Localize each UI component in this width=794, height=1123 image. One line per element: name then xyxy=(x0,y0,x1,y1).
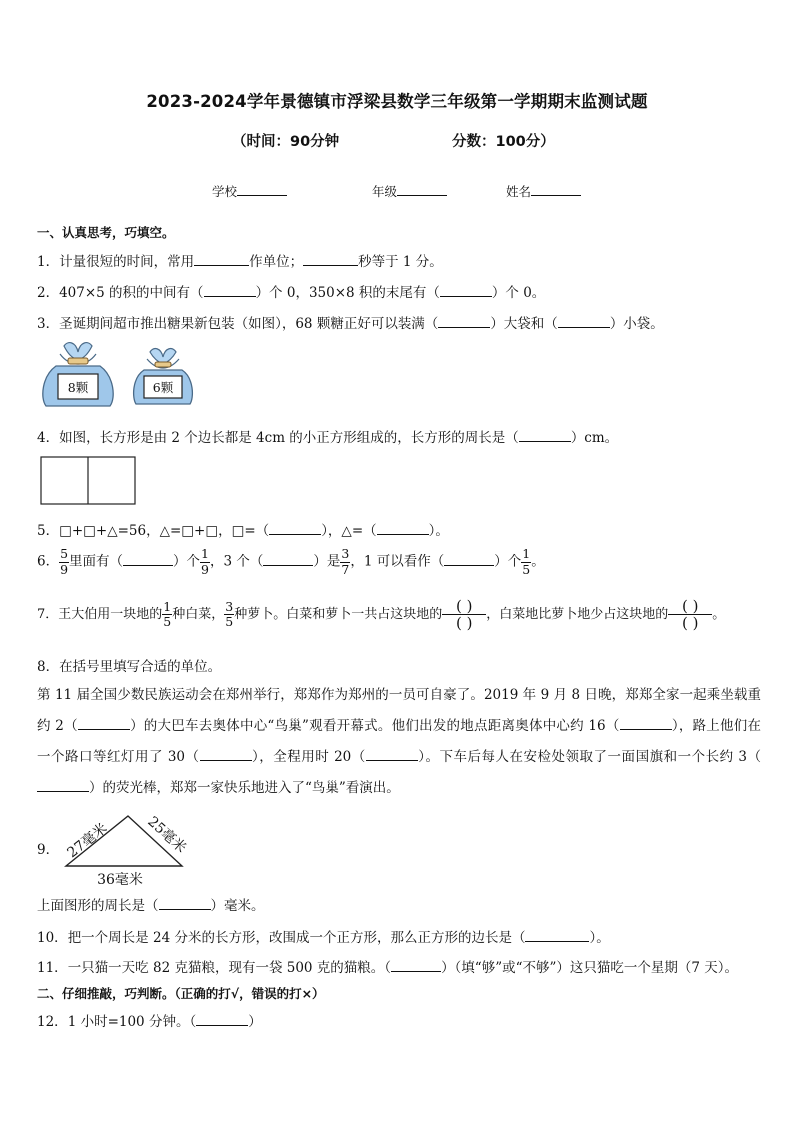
time-label: （时间：90分钟 xyxy=(232,134,340,150)
school-field[interactable] xyxy=(212,182,287,200)
q2-blank-2[interactable] xyxy=(440,283,492,297)
question-8-paragraph: 第 11 届全国少数民族运动会在郑州举行，郑郑作为郑州的一员可自豪了。2019 年 9 月 8 日晚，郑郑全家一起乘坐载重约 2（ ）的大巴车去奥体中心“鸟巢”观看开幕式。他们出发的地点距离奥体中心约 16（ ），路上他们在一个路口等红灯用了 30（ ），全程用时 20（ ）。下车后每人在安检处领取了一面国旗和一个长约 3（）的荧光棒，郑郑一家快乐地进入了“鸟巢”看演出。 xyxy=(37,687,761,796)
q12-blank[interactable] xyxy=(196,1012,248,1026)
q5-blank-2[interactable] xyxy=(377,521,429,535)
name-blank[interactable] xyxy=(531,183,581,196)
q6-fraction-4: $\frac{1}{5}$ xyxy=(522,546,531,577)
question-11: 11．一只猫一天吃 82 克猫粮，现有一袋 500 克的猫粮。（ ）（填“够”或“不够”）这只猫吃一个星期（7 天）。 xyxy=(37,960,739,976)
school-label: 学校 xyxy=(212,184,238,199)
small-candy-bag-icon xyxy=(130,344,196,410)
school-blank[interactable] xyxy=(237,183,287,196)
q7-answer-fraction-1[interactable]: ( ) ( ) xyxy=(442,598,486,631)
q11-blank[interactable] xyxy=(391,958,441,972)
triangle-bottom-label: 36毫米 xyxy=(97,872,143,888)
triangle-figure xyxy=(56,808,192,888)
q10-blank[interactable] xyxy=(525,928,589,942)
q6-fraction-3: $\frac{3}{7}$ xyxy=(341,546,350,577)
triangle-right-label: 25毫米 xyxy=(144,813,190,857)
grade-field[interactable] xyxy=(372,182,447,200)
section-2-title: 二、仔细推敲，巧判断。（正确的打√，错误的打×） xyxy=(37,986,325,1001)
small-bag-label: 6颗 xyxy=(152,380,174,395)
q6-blank-3[interactable] xyxy=(444,552,494,566)
q7-answer-fraction-2[interactable]: ( ) ( ) xyxy=(668,598,712,631)
q6-fraction-2: $\frac{1}{9}$ xyxy=(201,546,209,577)
q8-blank-4[interactable] xyxy=(366,747,418,761)
question-9: 上面图形的周长是（ ）毫米。 xyxy=(37,898,265,914)
score-label: 分数：100分） xyxy=(452,134,555,150)
q7-fraction-1: $\frac{1}{5}$ xyxy=(163,598,172,629)
q9-blank[interactable] xyxy=(159,896,211,910)
question-12: 12．1 小时=100 分钟。（ ） xyxy=(37,1014,262,1030)
q4-blank[interactable] xyxy=(519,428,571,442)
q6-blank-2[interactable] xyxy=(263,552,313,566)
question-10: 10．把一个周长是 24 分米的长方形，改围成一个正方形，那么正方形的边长是（ ）。 xyxy=(37,930,610,946)
question-6: 6． $\frac{5}{9}$ 里面有（ ）个 $\frac{1}{9}$ ，3 个（ ）是 $\frac{3}{7}$ ，1 可以看作（ ）个 $\frac{1}{5}$ 。 xyxy=(37,546,545,577)
q1-blank-2[interactable] xyxy=(303,252,358,266)
question-8: 8．在括号里填写合适的单位。 xyxy=(37,659,222,675)
big-bag-label: 8颗 xyxy=(67,380,89,395)
name-field[interactable] xyxy=(506,182,581,200)
q5-blank-1[interactable] xyxy=(269,521,321,535)
big-candy-bag-icon xyxy=(38,336,118,412)
grade-label: 年级 xyxy=(372,184,398,199)
q3-blank-1[interactable] xyxy=(438,314,490,328)
q6-fraction-1: $\frac{5}{9}$ xyxy=(60,546,69,577)
q8-blank-2[interactable] xyxy=(620,716,672,730)
page-title: 2023-2024学年景德镇市浮梁县数学三年级第一学期期末监测试题 xyxy=(146,92,648,111)
section-1-title: 一、认真思考，巧填空。 xyxy=(37,225,175,240)
question-1: 1．计量很短的时间，常用 作单位； 秒等于 1 分。 xyxy=(37,254,443,270)
question-2: 2．407×5 的积的中间有（ ）个 0，350×8 积的末尾有（ ）个 0。 xyxy=(37,285,546,301)
q3-blank-2[interactable] xyxy=(558,314,610,328)
question-3: 3．圣诞期间超市推出糖果新包装（如图），68 颗糖正好可以装满（ ）大袋和（ ）小袋。 xyxy=(37,316,664,332)
rectangle-figure xyxy=(40,456,138,506)
question-9-number: 9． xyxy=(37,842,60,858)
q6-blank-1[interactable] xyxy=(123,552,173,566)
q8-blank-1[interactable] xyxy=(78,716,130,730)
q2-blank-1[interactable] xyxy=(204,283,256,297)
question-5: 5．□+□+△=56，△=□+□，□=（ ），△=（ ）。 xyxy=(37,523,449,539)
question-4: 4．如图，长方形是由 2 个边长都是 4cm 的小正方形组成的，长方形的周长是（ ）cm。 xyxy=(37,430,619,446)
name-label: 姓名 xyxy=(506,184,532,199)
triangle-left-label: 27毫米 xyxy=(64,820,111,862)
q8-blank-5[interactable] xyxy=(37,778,89,792)
grade-blank[interactable] xyxy=(397,183,447,196)
question-7: 7．王大伯用一块地的 $\frac{1}{5}$ 种白菜， $\frac{3}{5}$ 种萝卜。白菜和萝卜一共占这块地的 ( ) ( ) ，白菜地比萝卜地少占这块地的 ( ) ( ) 。 xyxy=(37,597,726,632)
q8-blank-3[interactable] xyxy=(200,747,252,761)
q1-blank-1[interactable] xyxy=(194,252,249,266)
q7-fraction-2: $\frac{3}{5}$ xyxy=(225,598,234,629)
